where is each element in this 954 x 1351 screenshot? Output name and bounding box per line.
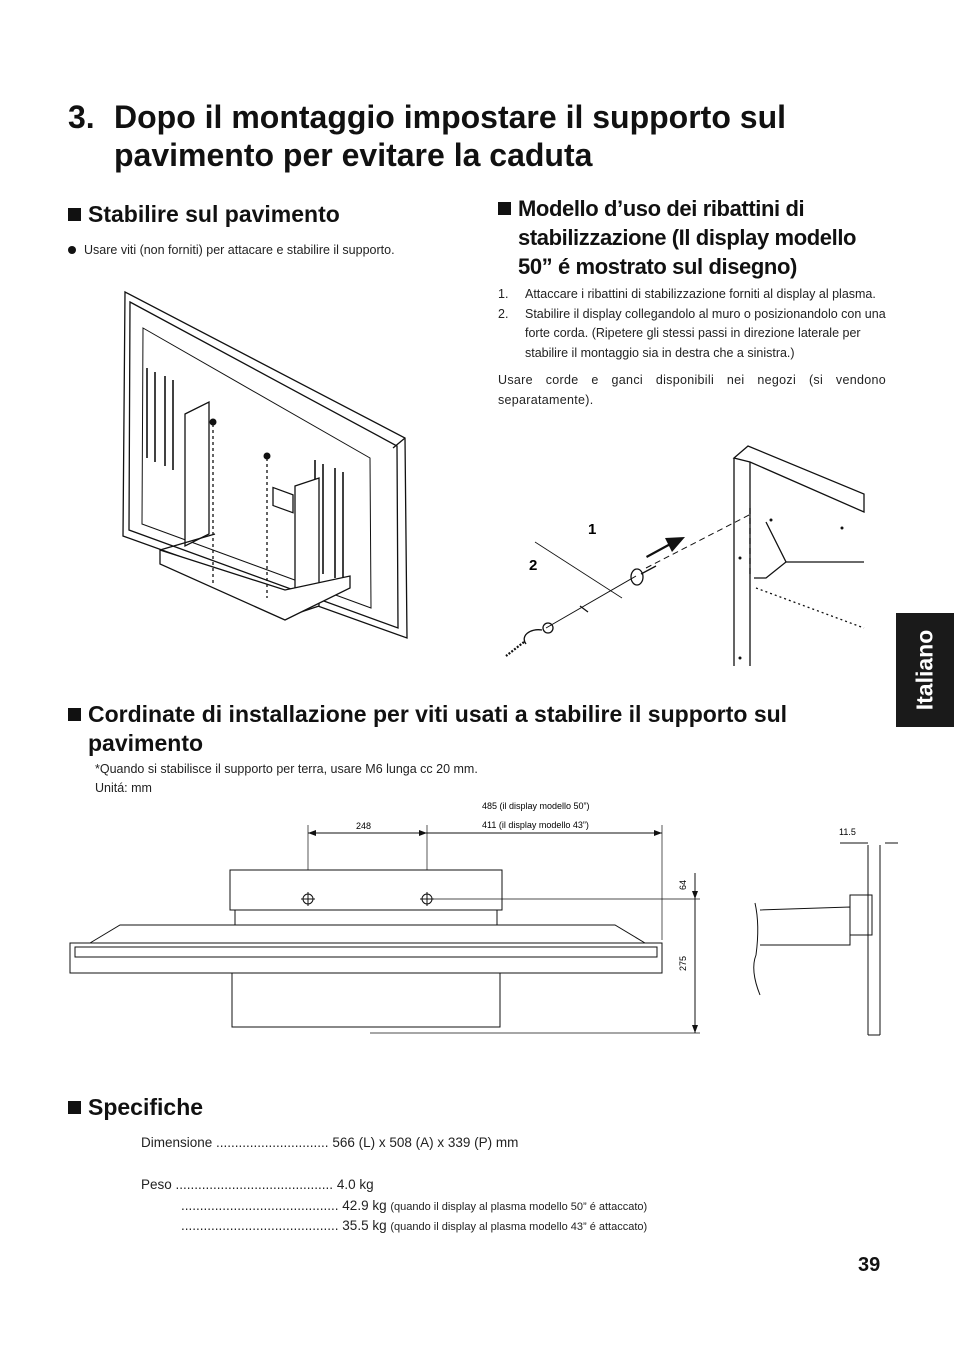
spec-weight: Peso .......................................... 4.0 kg <box>141 1177 374 1192</box>
specifiche-heading: Specifiche <box>68 1093 203 1122</box>
spec-weight-43: .......................................... 35.5 kg (quando il display al plasma modello 43” é attaccato) <box>181 1218 648 1233</box>
round-bullet-icon <box>68 246 76 254</box>
callout-1: 1 <box>588 521 597 538</box>
square-bullet-icon <box>68 1101 81 1114</box>
dim-411: 411 (il display modello 43”) <box>482 820 589 830</box>
spec-weight-50: .......................................... 42.9 kg (quando il display al plasma modello 50” é attaccato) <box>181 1198 648 1213</box>
step-1: 1. Attaccare i ribattini di stabilizzazione forniti al display al plasma. <box>498 287 876 301</box>
square-bullet-icon <box>68 708 81 721</box>
title-line1: Dopo il montaggio impostare il supporto sul <box>114 99 786 135</box>
modello-heading: Modello d’uso dei ribattini di stabilizzazione (Il display modello 50” é mostrato sul disegno) <box>498 194 856 281</box>
screw-coordinates-drawing <box>60 795 900 1040</box>
cordinate-note: *Quando si stabilisce il supporto per terra, usare M6 lunga cc 20 mm. <box>95 762 478 776</box>
stand-fixing-illustration <box>115 288 415 638</box>
callout-2: 2 <box>529 557 538 574</box>
page-title <box>68 98 786 174</box>
square-bullet-icon <box>68 208 81 221</box>
dim-64: 64 <box>678 879 688 890</box>
stabilire-heading: Stabilire sul pavimento <box>68 200 340 229</box>
title-number: 3. <box>68 99 95 135</box>
dim-485: 485 (il display modello 50”) <box>482 801 590 811</box>
modello-note: Usare corde e ganci disponibili nei negozi (si vendono separatamente). <box>498 373 886 407</box>
unit-label: Unitá: mm <box>95 781 152 795</box>
title-line2: pavimento per evitare la caduta <box>114 137 593 173</box>
modello-steps <box>498 285 886 410</box>
cordinate-heading: Cordinate di installazione per viti usati a stabilire il supporto sul pavimento <box>68 700 787 758</box>
page-number: 39 <box>858 1254 881 1276</box>
spec-dimension: Dimensione .............................. 566 (L) x 508 (A) x 339 (P) mm <box>141 1135 519 1150</box>
square-bullet-icon <box>498 202 511 215</box>
stabilizer-rope-illustration <box>496 438 866 668</box>
language-tab: Italiano <box>896 613 954 727</box>
dim-248: 248 <box>356 821 372 831</box>
stabilire-bullet: Usare viti (non forniti) per attacare e stabilire il supporto. <box>68 241 395 261</box>
dim-11-5: 11.5 <box>839 827 856 837</box>
dim-275: 275 <box>678 955 688 971</box>
step-2: 2. Stabilire il display collegandolo al muro o posizionandolo con una forte corda. (Ripetere gli stessi passi in direzione laterale per stabilire il montaggio sia in destra che a sinistra.) <box>498 306 886 360</box>
